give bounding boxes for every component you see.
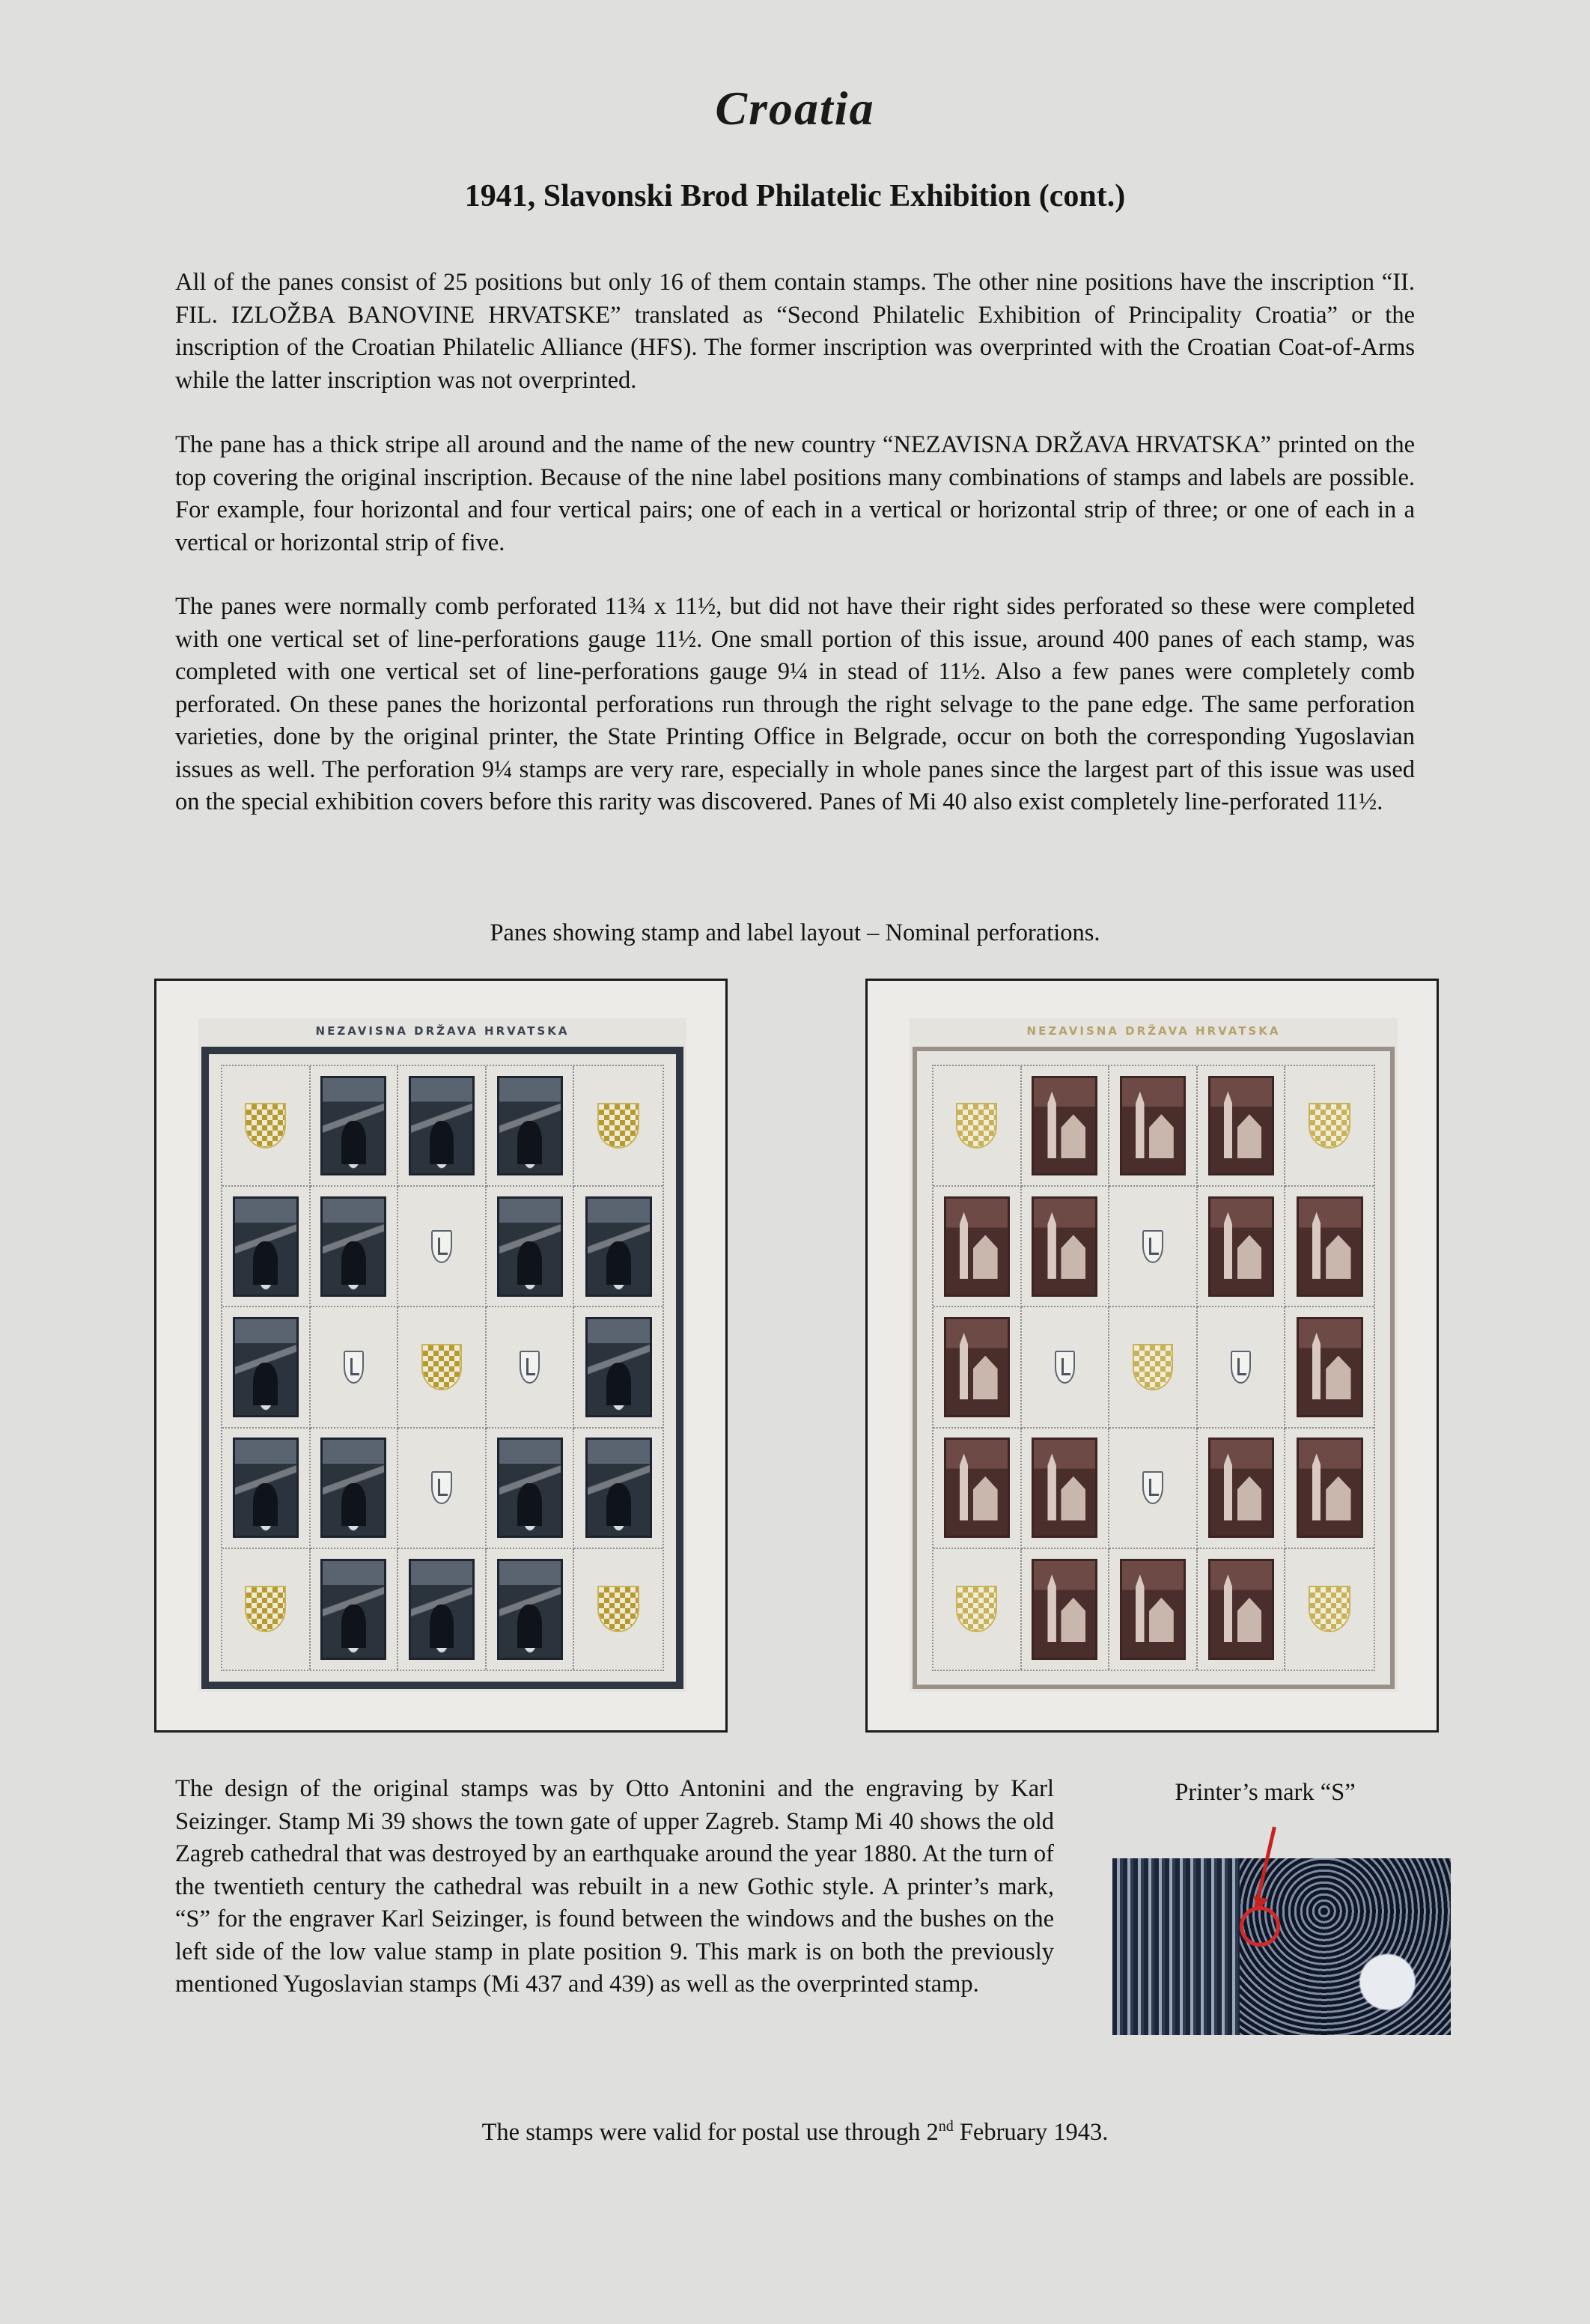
cathedral-stamp <box>1032 1559 1097 1660</box>
stamp-position <box>487 1066 575 1187</box>
paragraph-panes-composition: All of the panes consist of 25 positions but only 16 of them contain stamps. The other nine positions have the inscription “II. FIL. IZLOŽBA BANOVINE HRVATSKE” translated as “Second Philatelic Exhibition of Principality Croatia” or the inscription of the Croatian Philatelic Alliance (HFS). The former inscription was overprinted with the Croatian Coat-of-Arms while the latter inscription was not overprinted. <box>175 269 1415 394</box>
cathedral-stamp <box>1297 1438 1363 1538</box>
stamp-position <box>933 1187 1022 1307</box>
cathedral-stamp <box>944 1196 1010 1297</box>
label-position <box>1285 1549 1374 1670</box>
label-position <box>222 1066 311 1187</box>
hfs-shield-label-icon <box>431 1471 452 1505</box>
stamp-position <box>222 1187 311 1307</box>
hfs-shield-label-icon <box>1055 1351 1076 1384</box>
printer-mark-caption: Printer’s mark “S” <box>1175 1779 1356 1806</box>
cathedral-stamp <box>944 1317 1010 1417</box>
town-gate-stamp <box>320 1196 386 1297</box>
town-gate-stamp <box>497 1076 563 1176</box>
cathedral-stamp <box>1208 1559 1274 1660</box>
sheet-header-inscription: NEZAVISNA DRŽAVA HRVATSKA <box>1026 1024 1281 1038</box>
cathedral-stamp <box>944 1438 1010 1538</box>
stamp-position <box>222 1429 311 1549</box>
printer-mark-highlight-circle <box>1240 1906 1280 1947</box>
stamp-position <box>933 1307 1022 1428</box>
stamp-position <box>487 1187 575 1307</box>
cathedral-stamp <box>1297 1196 1363 1297</box>
town-gate-stamp <box>233 1196 299 1297</box>
coat-of-arms-label-icon <box>957 1104 996 1147</box>
sheet-mi39 <box>198 1018 686 1692</box>
footnote-text-after: February 1943. <box>953 2119 1109 2146</box>
stamp-position <box>1285 1429 1374 1549</box>
stamp-position <box>1022 1429 1110 1549</box>
stamp-position <box>1198 1066 1286 1187</box>
town-gate-stamp <box>585 1317 652 1417</box>
cathedral-stamp <box>1032 1196 1097 1297</box>
label-position <box>1109 1307 1198 1428</box>
label-position <box>1022 1307 1110 1428</box>
town-gate-stamp <box>585 1438 652 1538</box>
stamp-position <box>487 1429 575 1549</box>
hfs-shield-label-icon <box>431 1230 452 1264</box>
footnote-ordinal-suffix: nd <box>938 2118 954 2135</box>
cathedral-stamp <box>1032 1438 1097 1538</box>
coat-of-arms-label-icon <box>1310 1104 1349 1147</box>
cathedral-stamp <box>1120 1076 1186 1176</box>
stamp-position <box>311 1187 399 1307</box>
paragraph-design: The design of the original stamps was by Otto Antonini and the engraving by Karl Seizinger. Stamp Mi 39 shows the town gate of upper Zagreb. Stamp Mi 40 shows the old Zagreb cathedral that was destroyed by an earthquake around the year 1880. At the turn of the twentieth century the cathedral was rebuilt in a new Gothic style. A printer’s mark, “S” for the engraver Karl Seizinger, is found between the windows and the bushes on the left side of the low value stamp in plate position 9. This mark is on both the previously mentioned Yugoslavian stamps (Mi 437 and 439) as well as the overprinted stamp. <box>175 1775 1054 1998</box>
stamp-position <box>1022 1549 1110 1670</box>
stamp-position <box>1109 1066 1198 1187</box>
label-position <box>1109 1187 1198 1307</box>
stamp-position <box>933 1429 1022 1549</box>
coat-of-arms-label-icon <box>423 1345 461 1388</box>
stamp-position <box>1198 1187 1286 1307</box>
coat-of-arms-label-icon <box>1310 1587 1349 1631</box>
label-position <box>1285 1066 1374 1187</box>
stamp-position <box>311 1066 399 1187</box>
town-gate-stamp <box>409 1559 475 1660</box>
stamp-position <box>574 1187 662 1307</box>
cathedral-stamp <box>1120 1559 1186 1660</box>
town-gate-stamp <box>233 1317 299 1417</box>
pane-mi39 <box>154 979 728 1733</box>
stamp-position <box>222 1307 311 1428</box>
town-gate-stamp <box>497 1438 563 1538</box>
label-position <box>398 1187 487 1307</box>
stamp-position <box>398 1549 487 1670</box>
label-position <box>1198 1307 1286 1428</box>
hfs-shield-label-icon <box>1142 1230 1163 1264</box>
label-position <box>574 1066 662 1187</box>
town-gate-stamp <box>585 1196 652 1297</box>
label-position <box>487 1307 575 1428</box>
label-position <box>311 1307 399 1428</box>
stamp-position <box>1022 1066 1110 1187</box>
paragraph-perforations: The panes were normally comb perforated 11¾ x 11½, but did not have their right sides perforated so these were completed with one vertical set of line-perforations gauge 11½. One small portion of this issue, around 400 panes of each stamp, was completed with one vertical set of line-perforations gauge 9¼ in stead of 11½. Also a few panes were completely comb perforated. On these panes the horizontal perforations run through the right selvage to the pane edge. The same perforation varieties, done by the original printer, the State Printing Office in Belgrade, occur on both the corresponding Yugoslavian issues as well. The perforation 9¼ stamps are very rare, especially in whole panes since the largest part of this issue was used on the special exhibition covers before this rarity was discovered. Panes of Mi 40 also exist completely line-perforated 11½. <box>175 593 1415 815</box>
stamp-position <box>1198 1549 1286 1670</box>
validity-footnote <box>0 2119 1590 2147</box>
stamp-position <box>574 1307 662 1428</box>
label-position <box>574 1549 662 1670</box>
stamp-position <box>398 1066 487 1187</box>
coat-of-arms-label-icon <box>246 1587 284 1631</box>
hfs-shield-label-icon <box>520 1351 540 1384</box>
coat-of-arms-label-icon <box>599 1104 638 1147</box>
cathedral-stamp <box>1208 1076 1274 1176</box>
town-gate-stamp <box>320 1559 386 1660</box>
label-position <box>398 1307 487 1428</box>
cathedral-stamp <box>1208 1438 1274 1538</box>
stamp-position <box>1285 1307 1374 1428</box>
stamp-position <box>1022 1187 1110 1307</box>
coat-of-arms-label-icon <box>599 1587 638 1631</box>
label-position <box>933 1066 1022 1187</box>
town-gate-stamp <box>409 1076 475 1176</box>
page-title: Croatia <box>715 82 875 135</box>
stamp-grid <box>932 1065 1375 1671</box>
label-position <box>398 1429 487 1549</box>
section-subtitle: 1941, Slavonski Brod Philatelic Exhibition (cont.) <box>464 179 1126 213</box>
paragraph-pane-stripe: The pane has a thick stripe all around and the name of the new country “NEZAVISNA DRŽAVA HRVATSKA” printed on the top covering the original inscription. Because of the nine label positions many combinations of stamps and labels are possible. For example, four horizontal and four vertical pairs; one of each in a vertical or horizontal strip of three; or one of each in a vertical or horizontal strip of five. <box>175 431 1415 556</box>
pane-mi40 <box>865 979 1439 1733</box>
printer-mark-detail-image <box>1112 1858 1451 2035</box>
hfs-shield-label-icon <box>1142 1471 1163 1505</box>
town-gate-stamp <box>320 1438 386 1538</box>
stamp-position <box>311 1429 399 1549</box>
coat-of-arms-label-icon <box>957 1587 996 1631</box>
town-gate-stamp <box>497 1559 563 1660</box>
panes-caption: Panes showing stamp and label layout – Nominal perforations. <box>490 919 1100 946</box>
hfs-shield-label-icon <box>1231 1351 1252 1384</box>
coat-of-arms-label-icon <box>246 1104 284 1147</box>
stamp-position <box>574 1429 662 1549</box>
footnote-text-before: The stamps were valid for postal use through 2 <box>481 2119 939 2146</box>
stamp-position <box>1109 1549 1198 1670</box>
stamp-position <box>487 1549 575 1670</box>
town-gate-stamp <box>233 1438 299 1538</box>
town-gate-stamp <box>320 1076 386 1176</box>
coat-of-arms-label-icon <box>1134 1345 1172 1388</box>
cathedral-stamp <box>1297 1317 1363 1417</box>
sheet-mi40 <box>910 1018 1398 1692</box>
label-position <box>933 1549 1022 1670</box>
hfs-shield-label-icon <box>344 1351 365 1384</box>
stamp-position <box>1198 1429 1286 1549</box>
sheet-header-inscription: NEZAVISNA DRŽAVA HRVATSKA <box>315 1024 570 1038</box>
cathedral-stamp <box>1032 1076 1097 1176</box>
stamp-position <box>311 1549 399 1670</box>
stamp-position <box>1285 1187 1374 1307</box>
cathedral-stamp <box>1208 1196 1274 1297</box>
label-position <box>222 1549 311 1670</box>
label-position <box>1109 1429 1198 1549</box>
stamp-grid <box>221 1065 664 1671</box>
town-gate-stamp <box>497 1196 563 1297</box>
